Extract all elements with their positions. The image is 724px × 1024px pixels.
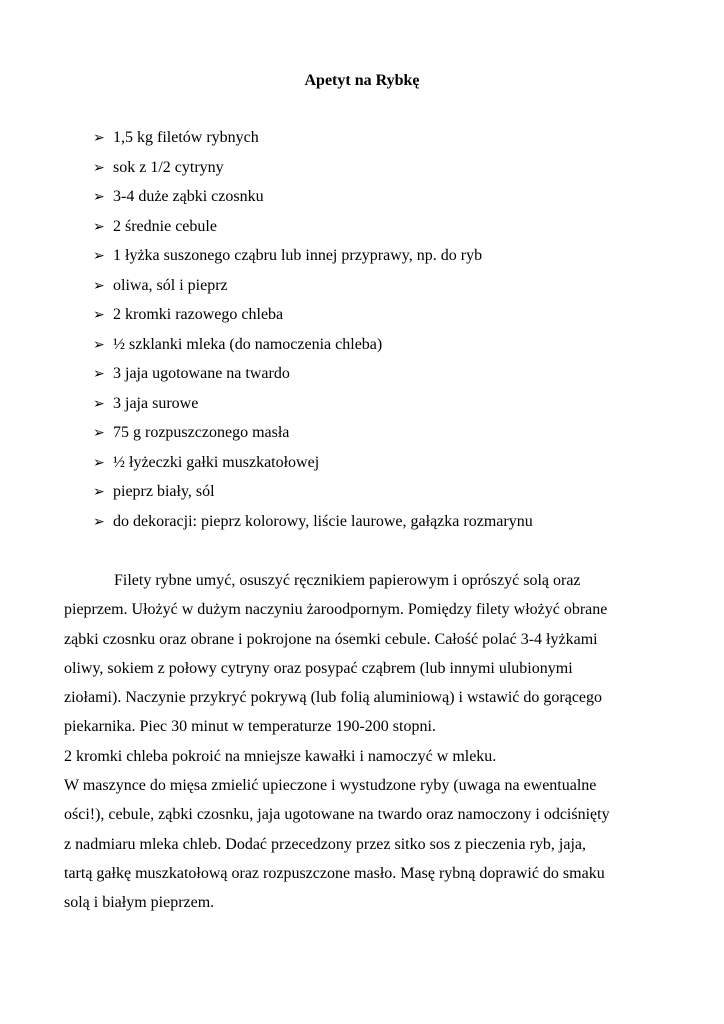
instructions-line: pieprzem. Ułożyć w dużym naczyniu żaroodpornym. Pomiędzy filety włożyć obrane [64,601,608,619]
instructions-line: Filety rybne umyć, osuszyć ręcznikiem papierowym i oprószyć solą oraz [114,572,581,589]
ingredient-text: ½ szklanki mleka (do namoczenia chleba) [113,335,383,353]
ingredients-list [93,127,533,540]
arrowhead-bullet-icon: ➢ [93,130,105,146]
instructions-line: ziołami). Naczynie przykryć pokrywą (lub folią aluminiową) i wstawić do gorącego [64,689,603,707]
ingredient-text: 3 jaja surowe [113,394,199,412]
ingredient-text: 1 łyżka suszonego cząbru lub innej przyprawy, np. do ryb [113,247,483,264]
instructions-line: solą i białym pieprzem. [64,894,215,912]
ingredient-text: 1,5 kg filetów rybnych [113,129,259,146]
instructions-line: z nadmiaru mleka chleb. Dodać przecedzony przez sitko sos z pieczenia ryb, jaja, [64,835,586,853]
list-item [93,304,533,334]
list-item [93,127,533,157]
arrowhead-bullet-icon: ➢ [93,218,105,235]
ingredient-text: ½ łyżeczki gałki muszkatołowej [113,453,320,471]
instructions-line: W maszynce do mięsa zmielić upieczone i wystudzone ryby (uwaga na ewentualne [64,777,597,795]
arrowhead-bullet-icon: ➢ [93,484,105,500]
arrowhead-bullet-icon: ➢ [93,307,105,323]
list-item [93,393,533,423]
ingredient-text: oliwa, sól i pieprz [113,276,228,294]
ingredient-text: 3-4 duże ząbki czosnku [113,188,264,205]
list-item [93,511,533,541]
arrowhead-bullet-icon: ➢ [93,277,105,294]
ingredient-text: 75 g rozpuszczonego masła [113,424,290,441]
list-item [93,334,533,364]
list-item [93,422,533,452]
instructions-line: ząbki czosnku oraz obrane i pokrojone na ósemki cebule. Całość polać 3-4 łyżkami [64,630,598,648]
arrowhead-bullet-icon: ➢ [93,336,105,353]
ingredient-text: 2 kromki razowego chleba [113,306,284,323]
arrowhead-bullet-icon: ➢ [93,513,105,530]
list-item [93,157,533,187]
arrowhead-bullet-icon: ➢ [93,454,105,471]
list-item [93,275,533,305]
arrowhead-bullet-icon: ➢ [93,159,105,176]
list-item [93,186,533,216]
arrowhead-bullet-icon: ➢ [93,425,105,441]
ingredient-text: 3 jaja ugotowane na twardo [113,365,290,382]
instructions-text [64,566,664,918]
list-item [93,363,533,393]
list-item [93,216,533,246]
arrowhead-bullet-icon: ➢ [93,189,105,205]
instructions-line: oliwy, sokiem z połowy cytryny oraz posypać cząbrem (lub innymi ulubionymi [64,659,573,677]
list-item [93,452,533,482]
ingredient-text: do dekoracji: pieprz kolorowy, liście laurowe, gałązka rozmarynu [113,512,533,530]
ingredient-text: sok z 1/2 cytryny [113,158,224,176]
arrowhead-bullet-icon: ➢ [93,366,105,382]
instructions-line: ości!), cebule, ząbki czosnku, jaja ugotowane na twardo oraz namoczony i odciśnięty [64,806,610,824]
arrowhead-bullet-icon: ➢ [93,248,105,264]
instructions-line: 2 kromki chleba pokroić na mniejsze kawałki i namoczyć w mleku. [64,747,497,765]
instructions-line: tartą gałkę muszkatołową oraz rozpuszczone masło. Masę rybną doprawić do smaku [64,864,605,882]
document-title: Apetyt na Rybkę [304,72,420,89]
ingredient-text: 2 średnie cebule [113,217,217,235]
list-item [93,481,533,511]
arrowhead-bullet-icon: ➢ [93,395,105,412]
instructions-line: piekarnika. Piec 30 minut w temperaturze 190-200 stopni. [64,718,436,736]
list-item [93,245,533,275]
ingredient-text: pieprz biały, sól [113,483,215,500]
